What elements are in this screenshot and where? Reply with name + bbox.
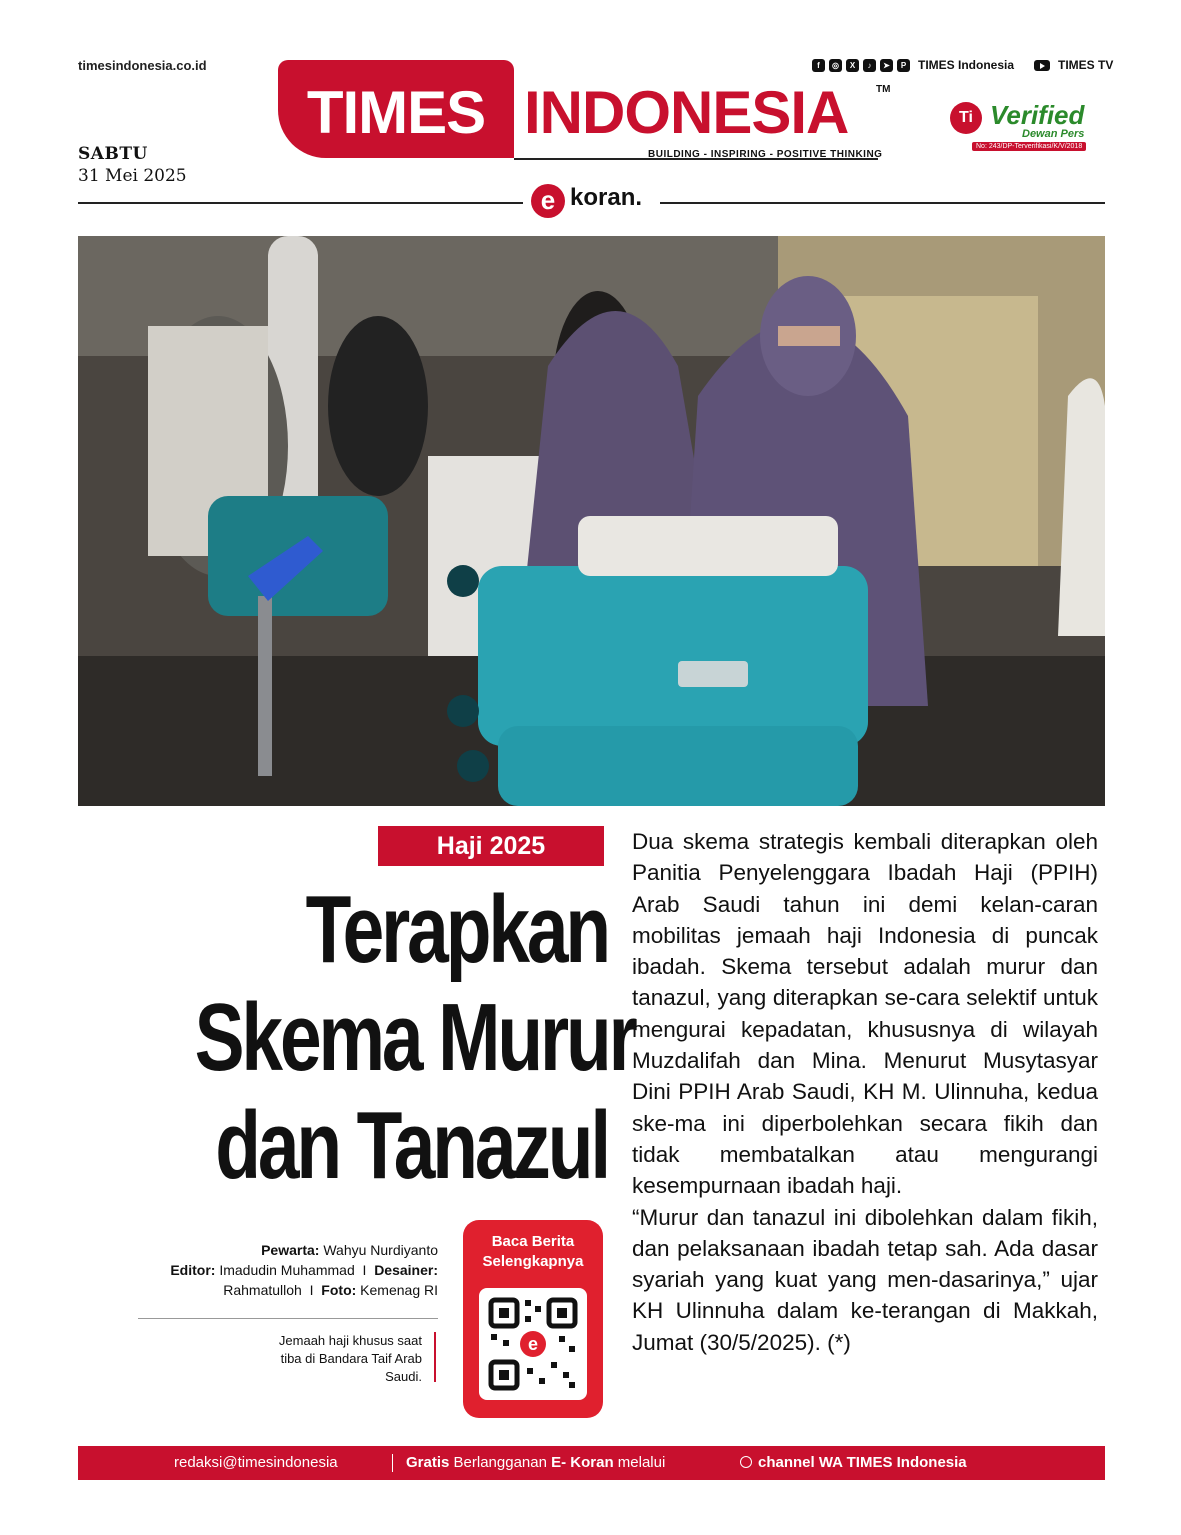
verification-number: No: 243/DP-Terverifikasi/K/V/2018 bbox=[972, 142, 1086, 151]
editor-label: Editor: bbox=[170, 1262, 216, 1278]
editor-name: Imadudin Muhammad bbox=[219, 1262, 355, 1278]
caption-accent-bar bbox=[434, 1332, 436, 1382]
qr-title-line-1: Baca Berita bbox=[491, 1233, 575, 1250]
telegram-icon[interactable]: ➤ bbox=[880, 59, 893, 72]
facebook-icon[interactable]: f bbox=[812, 59, 825, 72]
footer-email[interactable]: redaksi@timesindonesia bbox=[174, 1454, 338, 1471]
foto-label: Foto: bbox=[321, 1282, 357, 1298]
footer-berlangganan: Berlangganan bbox=[449, 1454, 552, 1471]
photo-caption: Jemaah haji khusus saat tiba di Bandara Taif Arab Saudi. bbox=[278, 1333, 422, 1384]
qr-title-line-2: Selengkapnya bbox=[482, 1253, 584, 1270]
category-tag[interactable]: Haji 2025 bbox=[378, 826, 604, 866]
ekoran-rule-left bbox=[78, 202, 523, 204]
desainer-name: Rahmatulloh bbox=[223, 1282, 302, 1298]
instagram-icon[interactable]: ◎ bbox=[829, 59, 842, 72]
pewarta-name: Wahyu Nurdiyanto bbox=[323, 1242, 438, 1258]
ekoran-label: koran. bbox=[570, 184, 643, 211]
logo-indonesia-text: INDONESIA bbox=[524, 79, 849, 146]
headline-line-3: dan Tanazul bbox=[215, 1092, 608, 1199]
footer-bar bbox=[78, 1446, 1105, 1480]
ekoran-e-icon: e bbox=[531, 184, 565, 218]
footer-gratis: Gratis bbox=[406, 1454, 450, 1471]
verified-dewan-pers-badge bbox=[950, 100, 1105, 156]
footer-separator bbox=[392, 1454, 393, 1472]
whatsapp-icon[interactable] bbox=[740, 1456, 752, 1468]
ti-logo-icon: Ti bbox=[950, 102, 982, 134]
headline-line-1: Terapkan bbox=[305, 876, 608, 983]
headline-line-2: Skema Murur bbox=[194, 984, 635, 1091]
footer-ekoran: E- Koran bbox=[551, 1454, 614, 1471]
article-credits: Pewarta: Wahyu Nurdiyanto Editor: Imadudin Muhammad I Desainer: Rahmatulloh I Foto: Kemenag RI bbox=[170, 1242, 438, 1298]
read-more-qr-card[interactable] bbox=[463, 1220, 603, 1418]
social-handle[interactable]: TIMES Indonesia bbox=[918, 58, 1015, 72]
logo-tagline: BUILDING - INSPIRING - POSITIVE THINKING bbox=[648, 149, 883, 160]
verified-label: Verified bbox=[990, 100, 1085, 130]
site-url[interactable]: timesindonesia.co.id bbox=[78, 58, 207, 73]
ekoran-rule-right bbox=[660, 202, 1105, 204]
airport-photo-illustration bbox=[78, 236, 1105, 806]
pinterest-icon[interactable]: P bbox=[897, 59, 910, 72]
issue-date: 31 Mei 2025 bbox=[78, 166, 187, 186]
trademark-mark: TM bbox=[876, 84, 891, 95]
qr-code-icon bbox=[479, 1288, 587, 1400]
article-photo bbox=[78, 236, 1105, 806]
x-icon[interactable]: X bbox=[846, 59, 859, 72]
social-links bbox=[812, 58, 1129, 72]
footer-subscribe-text bbox=[406, 1446, 665, 1480]
credits-divider bbox=[138, 1318, 438, 1319]
dewan-pers-label: Dewan Pers bbox=[1022, 128, 1085, 140]
svg-text:e: e bbox=[527, 1334, 539, 1354]
qr-code[interactable] bbox=[479, 1288, 587, 1400]
footer-wa-channel[interactable]: channel WA TIMES Indonesia bbox=[758, 1454, 967, 1471]
times-indonesia-logo[interactable] bbox=[278, 60, 890, 170]
pewarta-label: Pewarta: bbox=[261, 1242, 320, 1258]
tiktok-icon[interactable]: ♪ bbox=[863, 59, 876, 72]
desainer-label: Desainer: bbox=[374, 1262, 438, 1278]
logo-times-text: TIMES bbox=[306, 79, 486, 146]
headline bbox=[194, 876, 635, 1200]
times-tv-label[interactable]: TIMES TV bbox=[1058, 58, 1114, 72]
footer-melalui: melalui bbox=[613, 1454, 666, 1471]
body-paragraph-1: Dua skema strategis kembali diterapkan oleh Panitia Penyelenggara Ibadah Haji (PPIH) Arab Saudi tahun ini demi kelan-caran mobilitas jemaah haji Indonesia di puncak ibadah. Skema tersebut adalah murur dan tanazul, yang diterapkan se-cara selektif untuk mengurai kepadatan, khususnya di wilayah Muzdalifah dan Mina. Menurut Musytasyar Dini PPIH Arab Saudi, KH M. Ulinnuha, kedua ske-ma ini diperbolehkan secara fikih dan tidak membatalkan atau mengurangi kesempurnaan ibadah haji. bbox=[632, 829, 1098, 1199]
article-body bbox=[632, 826, 1098, 1358]
youtube-icon[interactable] bbox=[1034, 60, 1050, 71]
foto-credit: Kemenag RI bbox=[360, 1282, 438, 1298]
body-paragraph-2: “Murur dan tanazul ini dibolehkan dalam fikih, dan pelaksanaan ibadah tetap sah. Ada dasar syariah yang kuat yang men-dasarinya,” ujar KH Ulinnuha dalam ke-terangan di Makkah, Jumat (30/5/2025). (*) bbox=[632, 1204, 1098, 1355]
qr-card-title bbox=[463, 1232, 603, 1272]
issue-day: SABTU bbox=[78, 144, 148, 164]
